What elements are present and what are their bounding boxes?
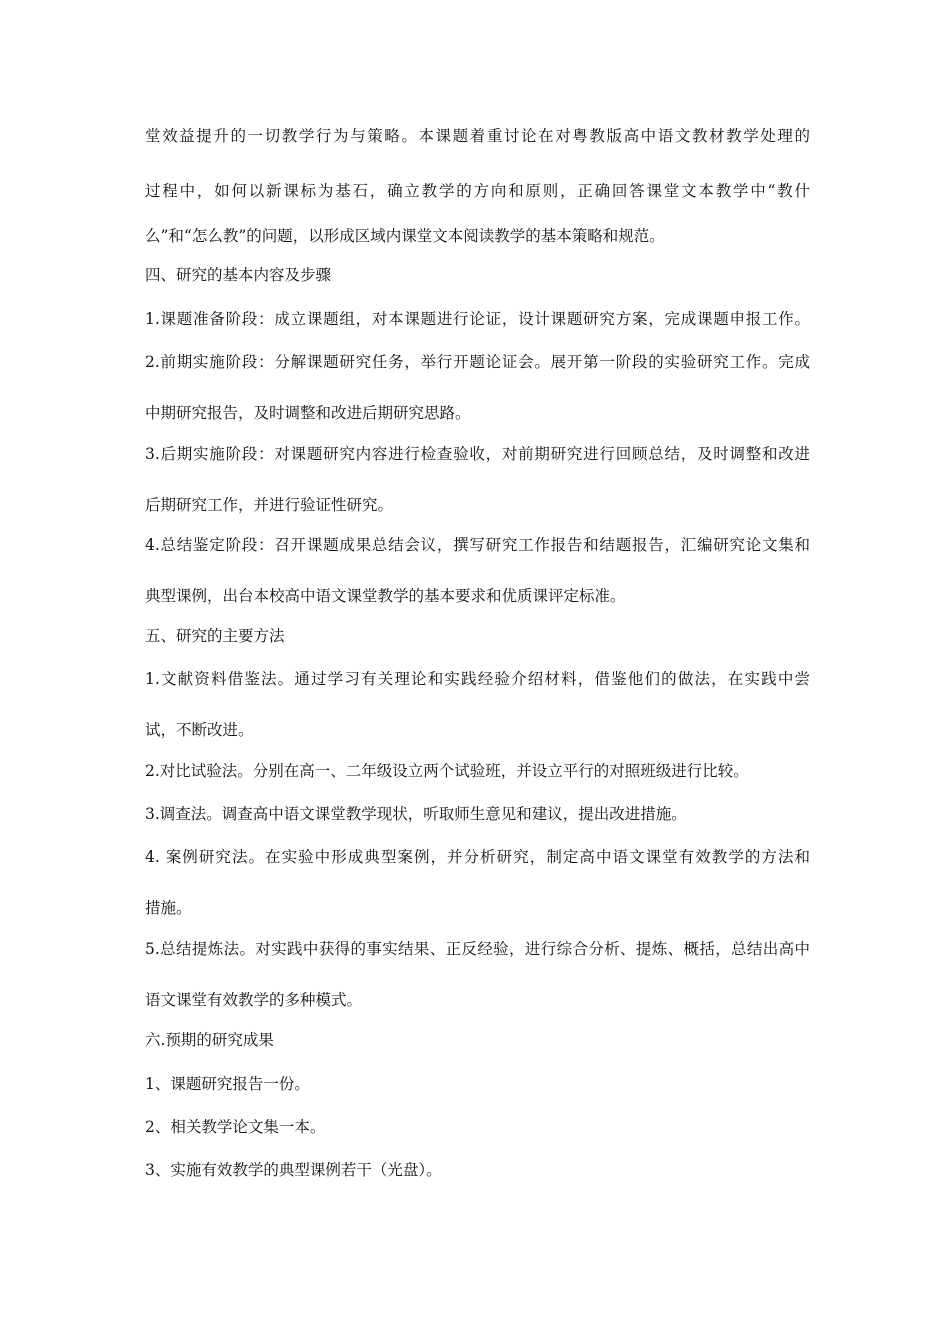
section-heading: 六.预期的研究成果: [145, 1031, 274, 1049]
paragraph-line: 措施。: [145, 899, 192, 917]
paragraph-line: 5.总结提炼法。对实践中获得的事实结果、正反经验，进行综合分析、提炼、概括，总结出高中: [145, 940, 810, 958]
list-item: 2、相关教学论文集一本。: [145, 1118, 326, 1136]
paragraph-line: 过程中，如何以新课标为基石，确立教学的方向和原则，正确回答课堂文本教学中“教什: [145, 182, 810, 200]
paragraph-line: 堂效益提升的一切教学行为与策略。本课题着重讨论在对粤教版高中语文教材教学处理的: [145, 127, 810, 145]
paragraph-line: 4.总结鉴定阶段：召开课题成果总结会议，撰写研究工作报告和结题报告，汇编研究论文集和: [145, 536, 810, 554]
paragraph-line: 典型课例，出台本校高中语文课堂教学的基本要求和优质课评定标准。: [145, 587, 626, 605]
paragraph-line: 试，不断改进。: [145, 721, 254, 739]
paragraph-line: 1.课题准备阶段：成立课题组，对本课题进行论证，设计课题研究方案，完成课题申报工作。: [145, 310, 810, 328]
section-heading: 五、研究的主要方法: [145, 627, 285, 645]
paragraph-line: 2.前期实施阶段：分解课题研究任务，举行开题论证会。展开第一阶段的实验研究工作。完成: [145, 353, 810, 371]
paragraph-line: 4. 案例研究法。在实验中形成典型案例，并分析研究，制定高中语文课堂有效教学的方法和: [145, 848, 810, 866]
section-heading: 四、研究的基本内容及步骤: [145, 266, 332, 284]
list-item: 1、课题研究报告一份。: [145, 1075, 310, 1093]
paragraph-line: 语文课堂有效教学的多种模式。: [145, 991, 363, 1009]
paragraph-line: 么”和“怎么教”的问题，以形成区域内课堂文本阅读教学的基本策略和规范。: [145, 227, 665, 245]
paragraph-line: 2.对比试验法。分别在高一、二年级设立两个试验班，并设立平行的对照班级进行比较。: [145, 762, 749, 780]
paragraph-line: 3.后期实施阶段：对课题研究内容进行检查验收，对前期研究进行回顾总结，及时调整和改进: [145, 445, 810, 463]
paragraph-line: 中期研究报告，及时调整和改进后期研究思路。: [145, 404, 471, 422]
paragraph-line: 后期研究工作，并进行验证性研究。: [145, 496, 394, 514]
list-item: 3、实施有效教学的典型课例若干（光盘）。: [145, 1161, 442, 1179]
paragraph-line: 3.调查法。调查高中语文课堂教学现状，听取师生意见和建议，提出改进措施。: [145, 805, 687, 823]
paragraph-line: 1.文献资料借鉴法。通过学习有关理论和实践经验介绍材料，借鉴他们的做法，在实践中尝: [145, 670, 810, 688]
